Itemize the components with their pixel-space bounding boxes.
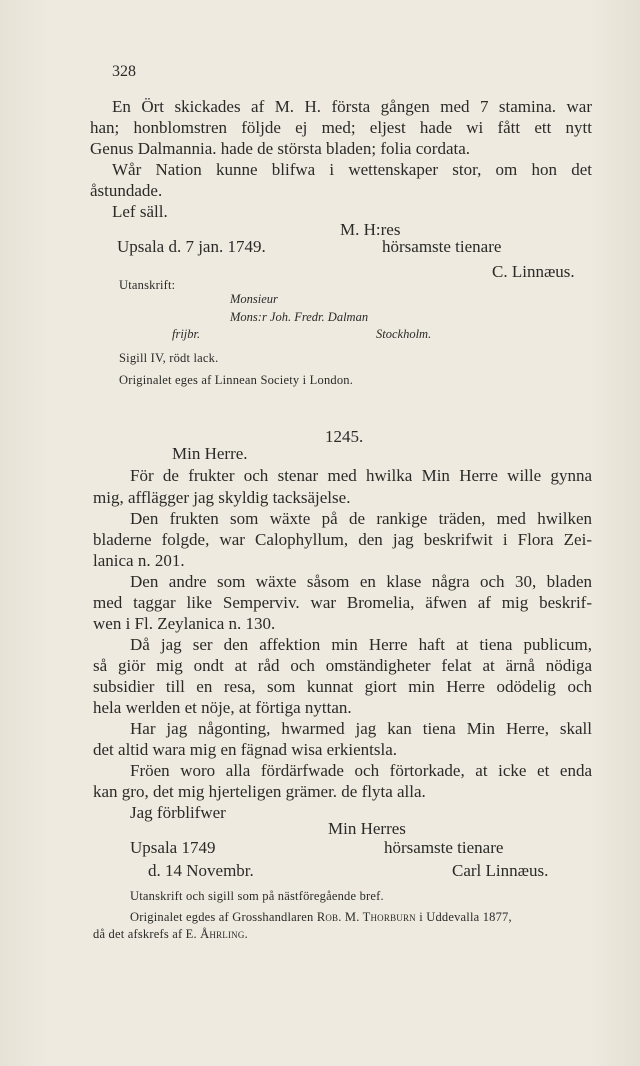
- letter2-line: Har jag någonting, hwarmed jag kan tiena Min Herre, skall: [130, 719, 592, 738]
- letter2-line: För de frukter och stenar med hwilka Min Herre wille gynna: [130, 466, 592, 485]
- utanskrift-note: Utanskrift och sigill som på nästföregående bref.: [130, 889, 384, 903]
- original-text: Originalet egdes af Grosshandlaren: [130, 910, 317, 924]
- seal-note: Sigill IV, rödt lack.: [119, 351, 219, 365]
- original-note: Originalet eges af Linnean Society i London.: [119, 373, 354, 387]
- letter2-line: kan gro, det mig hjerteligen grämer. de flyta alla.: [93, 782, 426, 801]
- letter1-line: Lef säll.: [112, 202, 168, 221]
- letter-number: 1245.: [325, 427, 364, 446]
- letter1-signature: C. Linnæus.: [492, 262, 575, 281]
- original-note-line: [130, 909, 512, 925]
- letter2-place: Upsala 1749: [130, 838, 216, 857]
- address-line: Mons:r Joh. Fredr. Dalman: [230, 310, 369, 324]
- owner-name: Rob. M. Thorburn: [316, 910, 416, 924]
- letter2-line: Fröen woro alla fördärfwade och förtorkade, at icke et enda: [130, 761, 592, 780]
- letter1-line: han; honblomstren följde ej med; eljest hade wi fått ett nytt: [90, 118, 592, 137]
- letter1-closing: M. H:res: [340, 220, 401, 239]
- letter1-servant: hörsamste tienare: [382, 237, 502, 256]
- original-text: då det afskrefs af: [93, 927, 186, 941]
- letter2-line: subsidier till en resa, som kunnat giort min Herre odödelig och: [93, 677, 592, 696]
- letter2-servant: hörsamste tienare: [384, 838, 504, 857]
- copyist-name: E. Åhrling: [185, 927, 245, 941]
- letter2-line: Den frukten som wäxte på de rankige träden, med hwilken: [130, 509, 592, 528]
- letter2-line: lanica n. 201.: [93, 551, 185, 570]
- letter2-line: bladerne folgde, war Calophyllum, den jag beskrifwit i Flora Zei-: [93, 530, 592, 549]
- letter2-date: d. 14 Novembr.: [148, 861, 254, 880]
- letter2-line: med taggar like Semperviv. war Bromelia, äfwen af mig beskrif-: [93, 593, 592, 612]
- letter2-line: hela werlden et nöje, at förtiga nyttan.: [93, 698, 352, 717]
- letter1-line: En Ört skickades af M. H. första gången med 7 stamina. war: [112, 97, 592, 116]
- letter1-place-date: Upsala d. 7 jan. 1749.: [117, 237, 266, 256]
- original-text: i Uddevalla 1877,: [415, 910, 512, 924]
- letter2-line: Den andre som wäxte såsom en klase några och 30, bladen: [130, 572, 592, 591]
- letter1-line: åstundade.: [90, 181, 163, 200]
- letter2-line: Då jag ser den affektion min Herre haft at tiena publicum,: [130, 635, 592, 654]
- letter2-signature: Carl Linnæus.: [452, 861, 549, 880]
- address-line: Stockholm.: [376, 327, 432, 341]
- letter1-line: Wår Nation kunne blifwa i wettenskaper stor, om hon det: [112, 160, 592, 179]
- page-number: 328: [112, 63, 136, 80]
- letter2-line: mig, afflägger jag skyldig tacksäjelse.: [93, 488, 351, 507]
- letter2-line: det altid wara mig en fägnad wisa erkientsla.: [93, 740, 397, 759]
- letter2-closing: Min Herres: [328, 819, 406, 838]
- utanskrift-label: Utanskrift:: [119, 278, 176, 292]
- address-line: Monsieur: [230, 292, 278, 306]
- letter2-line: wen i Fl. Zeylanica n. 130.: [93, 614, 276, 633]
- letter2-line: Jag förblifwer: [130, 803, 226, 822]
- original-text: .: [244, 927, 248, 941]
- address-line: frijbr.: [172, 327, 201, 341]
- original-note-line: [93, 926, 248, 942]
- salutation: Min Herre.: [172, 444, 248, 463]
- letter2-line: så giör mig ondt at råd och omständigheter felat at ärnå nödiga: [93, 656, 592, 675]
- letter1-line: Genus Dalmannia. hade de största bladen; folia cordata.: [90, 139, 471, 158]
